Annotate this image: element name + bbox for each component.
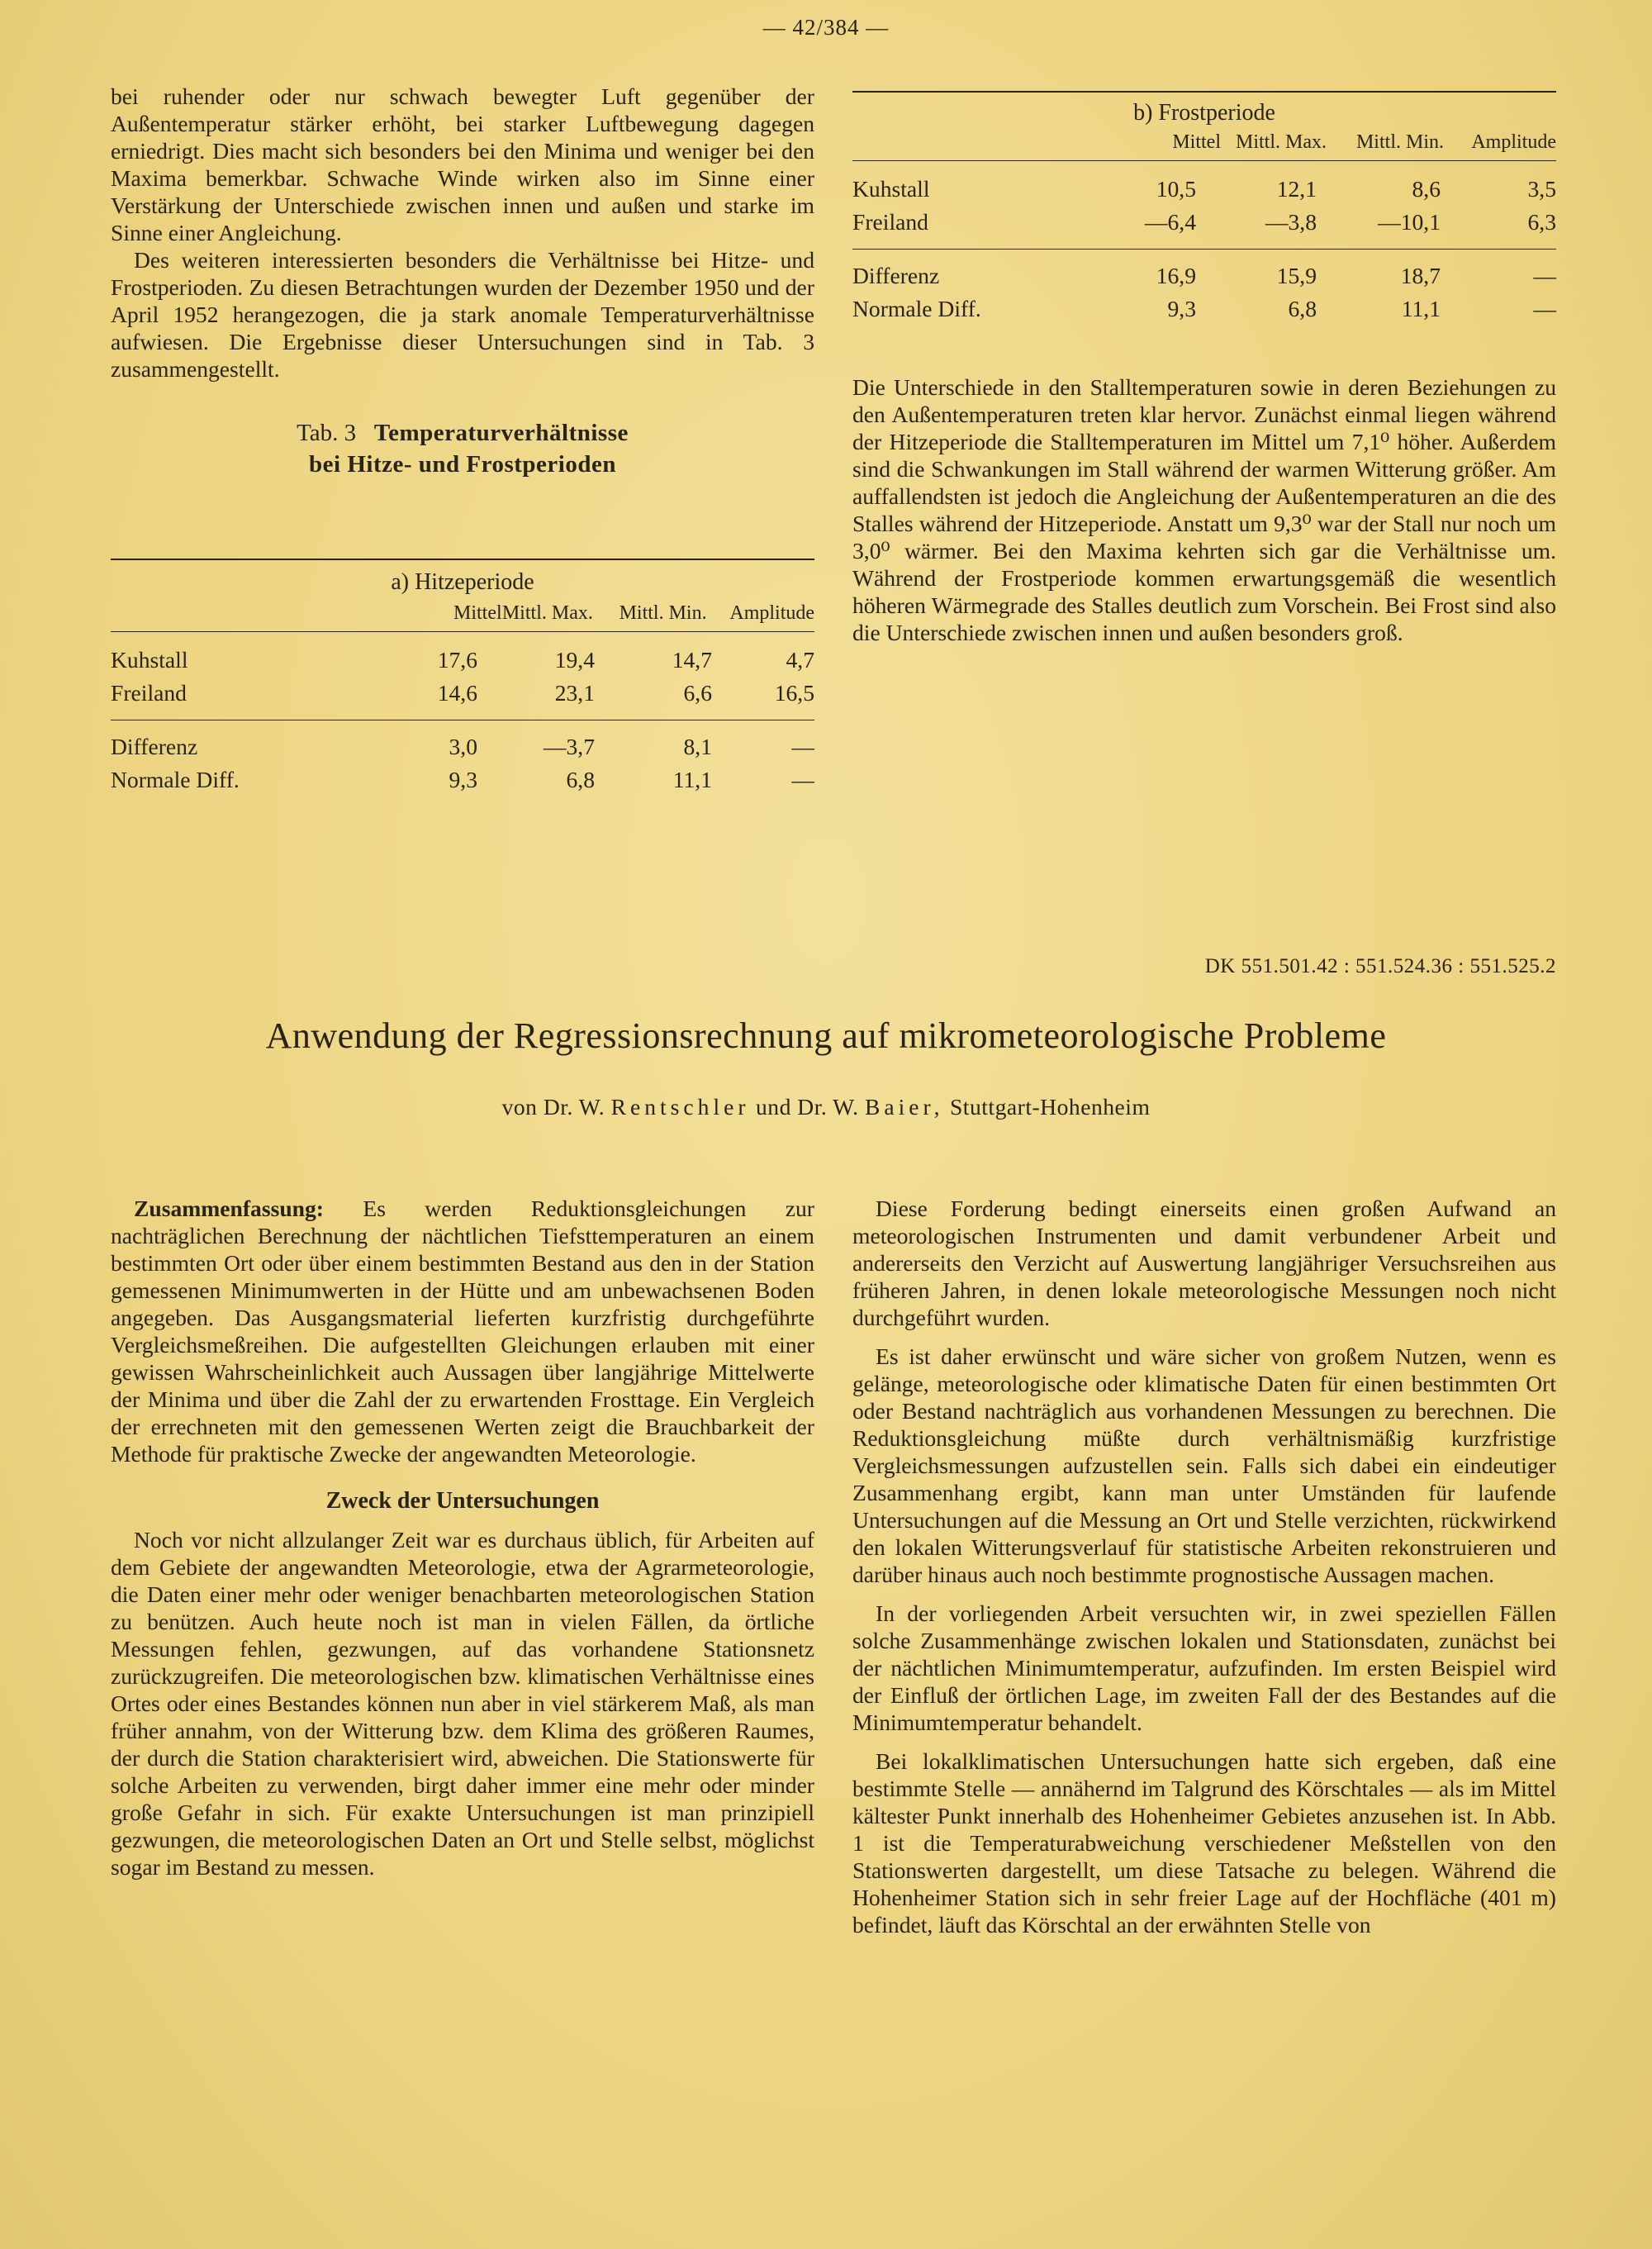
bottom-left-column	[111, 1195, 814, 1881]
author-name: Rentschler	[610, 1094, 750, 1120]
cell: 9,3	[449, 767, 477, 792]
cell: 23,1	[554, 680, 595, 706]
cell: —	[791, 734, 814, 759]
cell: 12,1	[1276, 176, 1317, 202]
cell: 3,0	[449, 734, 477, 759]
top-left-column	[111, 83, 814, 480]
cell: 17,6	[437, 647, 477, 673]
column-header: Mittl. Max.	[1235, 131, 1327, 153]
cell: 3,5	[1527, 176, 1556, 202]
paragraph: In der vorliegenden Arbeit versuchten wir, in zwei speziellen Fällen solche Zusammenhänge zwischen lokalen und Stationsdaten, zunächst bei der nächtlichen Minimumtemperatur, aufzufinden. Im ersten Beispiel wird der Einfluß der örtlichen Lage, im zweiten Fall der des Bestandes auf die Minimumtemperatur behandelt.	[852, 1600, 1556, 1735]
table-caption-line1: Temperaturverhältnisse	[373, 420, 629, 446]
dk-classification: DK 551.501.42 : 551.524.36 : 551.525.2	[1204, 955, 1556, 977]
row-label: Normale Diff.	[852, 296, 981, 321]
table-subtitle: b) Frostperiode	[1133, 100, 1275, 126]
summary	[111, 1195, 814, 1467]
cell: —3,7	[543, 734, 595, 759]
column-header: Mittel	[453, 602, 502, 624]
column-header: Amplitude	[729, 602, 815, 624]
cell: 6,6	[683, 680, 712, 706]
byline-prefix: von Dr. W.	[501, 1094, 605, 1120]
table-row	[852, 292, 1556, 326]
row-label: Differenz	[111, 734, 198, 759]
paragraph: Noch vor nicht allzulanger Zeit war es durchaus üblich, für Arbeiten auf dem Gebiete der angewandten Meteorologie, etwa der Agrarmeteorologie, die Daten einer mehr oder weniger benachbarten meteorologischen Station zu benützen. Auch heute noch ist man in vielen Fällen, da örtliche Messungen fehlen, gezwungen, auf das vorhandene Stationsnetz zurückzugreifen. Die meteorologischen bzw. klimatischen Verhältnisse eines Ortes oder eines Bestandes können nun aber in viel stärkerem Maß, als man früher annahm, von der Witterung bzw. dem Klima des größeren Raumes, der durch die Station charakterisiert wird, abweichen. Die Stationswerte für solche Arbeiten zu verwenden, birgt daher immer eine mehr oder minder große Gefahr in sich. Für exakte Untersuchungen ist man prinzipiell gezwungen, die meteorologischen Daten an Ort und Stelle selbst, möglichst sogar im Bestand zu messen.	[111, 1527, 814, 1880]
summary-label: Zusammenfassung:	[134, 1196, 324, 1221]
byline-mid: und Dr. W.	[755, 1094, 859, 1120]
cell: 10,5	[1156, 176, 1196, 202]
table-caption-prefix: Tab. 3	[297, 420, 357, 446]
table-row	[111, 730, 814, 763]
table-column-headers	[111, 600, 814, 626]
table-row	[852, 206, 1556, 239]
cell: 15,9	[1276, 263, 1317, 288]
cell: 14,6	[437, 680, 477, 706]
column-header: Mittl. Min.	[1355, 131, 1444, 153]
cell: 8,6	[1412, 176, 1441, 202]
page-number: — 42/384 —	[762, 15, 890, 40]
cell: 18,7	[1400, 263, 1441, 288]
table-row	[852, 259, 1556, 292]
cell: 6,8	[566, 767, 595, 792]
table-hitzeperiode	[111, 559, 814, 796]
cell: 19,4	[554, 647, 595, 673]
cell: —	[1533, 263, 1556, 288]
cell: 16,9	[1156, 263, 1196, 288]
table-frostperiode	[852, 91, 1556, 326]
cell: —	[791, 767, 814, 792]
cell: —	[1533, 296, 1556, 321]
paragraph: Die Unterschiede in den Stalltemperaturen sowie in deren Beziehungen zu den Außentemperaturen treten klar hervor. Zunächst einmal liegen während der Hitzeperiode die Stalltemperaturen im Mittel um 7,1⁰ höher. Außerdem sind die Schwankungen im Stall während der warmen Witterung größer. Am auffallendsten ist jedoch die Angleichung der Außentemperaturen an die des Stalles während der Hitzeperiode. Anstatt um 9,3⁰ war der Stall nur noch um 3,0⁰ wärmer. Bei den Maxima kehrten sich gar die Verhältnisse um. Während der Frostperiode kommen erwartungsgemäß die wesentlich höheren Wärmegrade des Stalles deutlich zum Vorschein. Bei Frost sind also die Unterschiede zwischen innen und außen besonders groß.	[852, 374, 1556, 645]
paragraph: Diese Forderung bedingt einerseits einen großen Aufwand an meteorologischen Instrumenten und damit verbundener Arbeit und andererseits den Verzicht auf Auswertung langjähriger Versuchsreihen aus früheren Jahren, in denen lokale meteorologische Messungen noch nicht durchgeführt wurden.	[852, 1196, 1556, 1330]
author-name: Baier,	[864, 1094, 944, 1120]
cell: —3,8	[1265, 209, 1317, 235]
paragraph: Des weiteren interessierten besonders die Verhältnisse bei Hitze- und Frostperioden. Zu diesen Betrachtungen wurden der Dezember 1950 und der April 1952 herangezogen, die ja stark anomale Temperaturverhältnisse aufwiesen. Die Ergebnisse dieser Untersuchungen sind in Tab. 3 zusammengestellt.	[111, 247, 814, 382]
row-label: Kuhstall	[111, 647, 188, 673]
cell: 11,1	[672, 767, 712, 792]
cell: 14,7	[672, 647, 712, 673]
top-right-column	[852, 373, 1556, 646]
byline	[0, 1094, 1652, 1120]
table-subtitle: a) Hitzeperiode	[391, 569, 534, 595]
article-title: Anwendung der Regressionsrechnung auf mikrometeorologische Probleme	[265, 1015, 1387, 1056]
cell: —6,4	[1144, 209, 1196, 235]
column-header: Mittl. Min.	[619, 602, 707, 624]
column-header: Amplitude	[1471, 131, 1556, 153]
cell: —10,1	[1378, 209, 1441, 235]
table-caption-line2: bei Hitze- und Frostperioden	[309, 451, 616, 478]
column-header: Mittl. Max.	[501, 602, 593, 624]
paragraph: Es ist daher erwünscht und wäre sicher von großem Nutzen, wenn es gelänge, meteorologische oder klimatische Daten für einen bestimmten Ort oder Bestand nachträglich aus vorhandenen Messungen zu berechnen. Die Reduktionsgleichung müßte durch verhältnismäßig kurzfristige Vergleichsmessungen aufzustellen sein. Falls sich dabei ein eindeutiger Zusammenhang ergibt, kann man unter Umständen für laufende Untersuchungen auf die Messung an Ort und Stelle verzichten, rückwirkend den lokalen Witterungsverlauf für statistische Arbeiten rekonstruieren und darüber hinaus auch noch bestimmte prognostische Aussagen machen.	[852, 1343, 1556, 1587]
bottom-right-column	[852, 1195, 1556, 1938]
summary-text: Es werden Reduktionsgleichungen zur nachträglichen Berechnung der nächtlichen Tiefsttemperaturen an einem bestimmten Ort oder über einem bestimmten Bestand aus den in der Station gemessenen Minimumwerten in der Hütte und am unbewachsenen Boden angegeben. Das Ausgangsmaterial lieferten kurzfristig durchgeführte Vergleichsmeßreihen. Die aufgestellten Gleichungen erlauben mit einer gewissen Wahrscheinlichkeit auch Aussagen über langjährige Mittelwerte der Minima und über die Zahl der zu erwartenden Frosttage. Ein Vergleich der errechneten mit den gemessenen Werten zeigt die Brauchbarkeit der Methode für praktische Zwecke der angewandten Meteorologie.	[111, 1196, 814, 1467]
cell: 8,1	[683, 734, 712, 759]
cell: 4,7	[786, 647, 814, 673]
table-column-headers	[852, 129, 1556, 155]
row-label: Differenz	[852, 263, 940, 288]
cell: 6,8	[1288, 296, 1317, 321]
cell: 6,3	[1527, 209, 1556, 235]
cell: 9,3	[1167, 296, 1196, 321]
row-label: Kuhstall	[852, 176, 930, 202]
table-row	[111, 763, 814, 796]
cell: 16,5	[774, 680, 814, 706]
paragraph: Bei lokalklimatischen Untersuchungen hatte sich ergeben, daß eine bestimmte Stelle — annähernd im Talgrund des Körschtales — als im Mittel kältester Punkt innerhalb des Hohenheimer Gebietes anzusehen ist. In Abb. 1 ist die Temperaturabweichung verschiedener Meßstellen von den Stationswerten dargestellt, um diese Tatsache zu belegen. Während die Hohenheimer Station sich in sehr freier Lage auf der Hochfläche (401 m) befindet, läuft das Körschtal an der erwähnten Stelle von	[852, 1748, 1556, 1938]
table-caption	[111, 417, 814, 480]
cell: 11,1	[1401, 296, 1441, 321]
byline-place: Stuttgart-Hohenheim	[949, 1094, 1151, 1120]
column-header: Mittel	[1172, 131, 1221, 153]
row-label: Freiland	[852, 209, 928, 235]
table-row	[852, 173, 1556, 206]
row-label: Freiland	[111, 680, 187, 706]
table-row	[111, 677, 814, 710]
paragraph: bei ruhender oder nur schwach bewegter Luft gegenüber der Außentemperatur stärker erhöht, bei starker Luftbewegung dagegen erniedrigt. Dies macht sich besonders bei den Minima und weniger bei den Maxima bemerkbar. Schwache Winde wirken also im Sinne einer Verstärkung der Unterschiede zwischen innen und außen und starke im Sinne einer Angleichung.	[111, 83, 814, 245]
section-heading: Zweck der Untersuchungen	[325, 1488, 600, 1514]
table-row	[111, 644, 814, 677]
row-label: Normale Diff.	[111, 767, 240, 792]
